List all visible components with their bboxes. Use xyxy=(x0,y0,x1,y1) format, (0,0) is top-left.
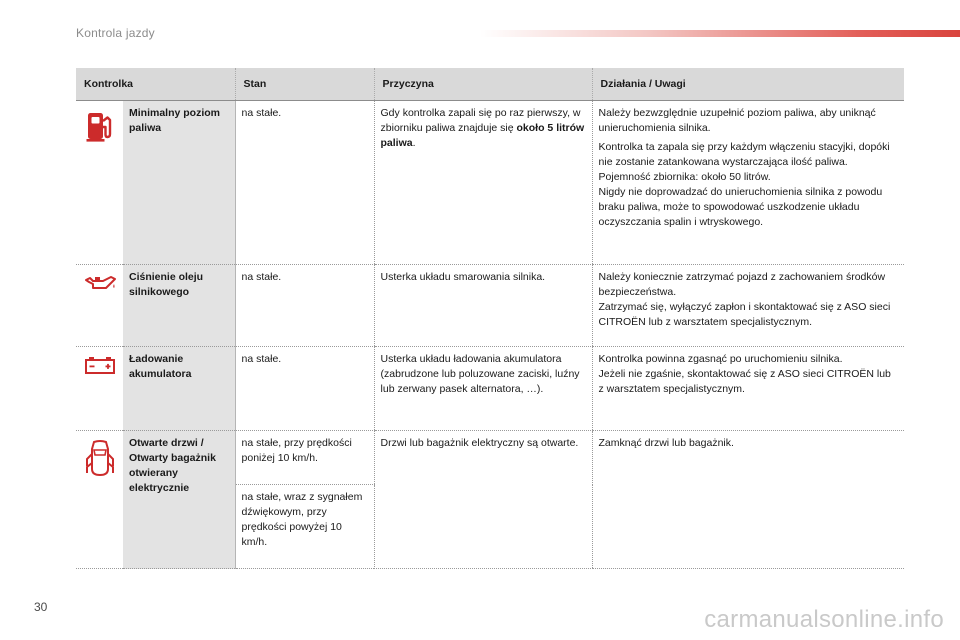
table-row xyxy=(76,431,904,485)
battery-icon xyxy=(82,355,117,375)
warning-cause: Usterka układu ładowania akumulatora (zabrudzone lub poluzowane zaciski, luźny lub zerwany pasek alternatora, …). xyxy=(374,347,592,431)
table-header-row xyxy=(76,68,904,101)
action-text: Jeżeli nie zgaśnie, skontaktować się z ASO sieci CITROËN lub z warsztatem specjalistycznym. xyxy=(598,368,891,395)
icon-cell xyxy=(76,265,123,347)
action-text: Kontrolka ta zapala się przy każdym włączeniu stacyjki, dopóki nie zostanie zatankowana wystarczająca ilość paliwa. xyxy=(598,141,890,168)
warning-state: na stałe, przy prędkości poniżej 10 km/h. xyxy=(235,431,374,485)
warning-actions xyxy=(592,265,904,347)
column-header-dzialania: Działania / Uwagi xyxy=(592,68,904,101)
warning-actions xyxy=(592,431,904,569)
table-row xyxy=(76,265,904,347)
warning-name: Minimalny poziom paliwa xyxy=(123,101,235,265)
icon-cell xyxy=(76,101,123,265)
warning-name: Ładowanie akumulatora xyxy=(123,347,235,431)
warning-state: na stałe, wraz z sygnałem dźwiękowym, przy prędkości powyżej 10 km/h. xyxy=(235,485,374,569)
warning-cause: Drzwi lub bagażnik elektryczny są otwarte. xyxy=(374,431,592,569)
warning-state: na stałe. xyxy=(235,347,374,431)
warning-cause xyxy=(374,101,592,265)
warning-name: Ciśnienie oleju silnikowego xyxy=(123,265,235,347)
icon-cell xyxy=(76,347,123,431)
warning-cause: Usterka układu smarowania silnika. xyxy=(374,265,592,347)
action-text: Należy koniecznie zatrzymać pojazd z zachowaniem środków bezpieczeństwa. xyxy=(598,271,886,298)
action-text: Kontrolka powinna zgasnąć po uruchomieniu silnika. xyxy=(598,353,843,365)
action-text: Zamknąć drzwi lub bagażnik. xyxy=(598,437,734,449)
table-row xyxy=(76,101,904,265)
table-row xyxy=(76,347,904,431)
column-header-przyczyna: Przyczyna xyxy=(374,68,592,101)
column-header-kontrolka: Kontrolka xyxy=(76,68,235,101)
warning-state: na stałe. xyxy=(235,265,374,347)
cause-text: Gdy kontrolka zapali się po raz pierwszy, w zbiorniku paliwa znajduje się xyxy=(380,107,581,134)
oil-can-icon xyxy=(82,273,117,293)
warning-lights-table xyxy=(76,68,904,569)
warning-name: Otwarte drzwi / Otwarty bagażnik otwierany elektrycznie xyxy=(123,431,235,569)
cause-end-text: . xyxy=(412,137,416,149)
header-stripe xyxy=(480,30,960,37)
cause-bold-text: około 5 litrów paliwa xyxy=(380,122,585,149)
column-header-stan: Stan xyxy=(235,68,374,101)
action-text: Należy bezwzględnie uzupełnić poziom paliwa, aby uniknąć unieruchomienia silnika. xyxy=(598,107,876,134)
warning-actions xyxy=(592,101,904,265)
action-text: Pojemność zbiornika: około 50 litrów. xyxy=(598,171,771,183)
action-text: Zatrzymać się, wyłączyć zapłon i skontaktować się z ASO sieci CITROËN lub z warsztatem specjalistycznym. xyxy=(598,301,891,328)
page-number: 30 xyxy=(34,600,48,614)
fuel-pump-icon xyxy=(82,109,117,143)
car-doors-open-icon xyxy=(82,439,117,479)
watermark: carmanualsonline.info xyxy=(704,606,944,633)
icon-cell xyxy=(76,431,123,569)
warning-state: na stałe. xyxy=(235,101,374,265)
page-header: Kontrola jazdy xyxy=(76,26,155,40)
warning-actions xyxy=(592,347,904,431)
action-text: Nigdy nie doprowadzać do unieruchomienia silnika z powodu braku paliwa, może to spowodować uszkodzenie układu oczyszczania spalin i wtryskowego. xyxy=(598,186,883,228)
